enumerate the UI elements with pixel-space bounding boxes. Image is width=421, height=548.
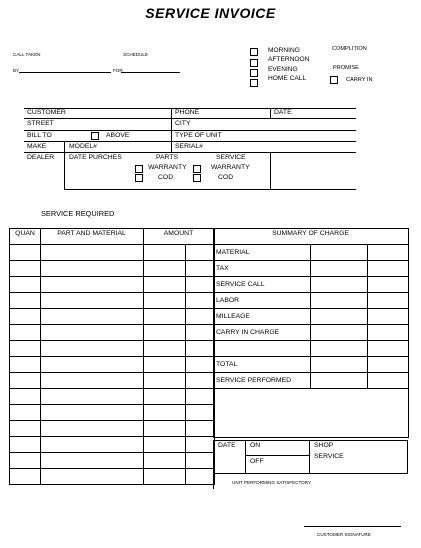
shop-service-label: SERVICE	[314, 453, 344, 460]
model-label: MODEL#	[69, 143, 97, 150]
customer-signature-label: CUSTOMER SIGNATURE	[317, 532, 371, 537]
afternoon-checkbox[interactable]	[250, 59, 258, 67]
part-material-header: PART AND MATERIAL	[57, 230, 126, 237]
carry-in-label: CARRY IN	[346, 77, 373, 83]
summary-row-labor: LABOR	[214, 293, 409, 309]
service-warranty-checkbox[interactable]	[193, 165, 201, 173]
summary-row-blank	[214, 341, 409, 357]
table-row	[10, 357, 215, 373]
summary-header: SUMMARY OF CHARGE	[272, 230, 349, 237]
on-label: ON	[250, 442, 261, 449]
type-of-unit-label: TYPE OF UNIT	[175, 132, 222, 139]
table-row	[10, 373, 215, 389]
table-row	[10, 277, 215, 293]
summary-row-total: TOTAL	[214, 357, 409, 373]
bill-to-above-checkbox[interactable]	[91, 132, 99, 140]
parts-cod-checkbox[interactable]	[135, 174, 143, 182]
table-row	[10, 421, 215, 437]
call-taken-label: CALL TAKEN	[13, 52, 41, 57]
signature-line[interactable]	[304, 526, 401, 527]
home-call-checkbox[interactable]	[250, 79, 258, 87]
completion-label: COMPLITION	[332, 46, 367, 52]
by-label: BY	[13, 68, 20, 73]
table-row	[10, 453, 215, 469]
service-warranty-label: WARRANTY	[211, 164, 250, 171]
service-cod-checkbox[interactable]	[193, 174, 201, 182]
by-field[interactable]	[19, 72, 111, 73]
customer-label: CUSTOMER	[27, 109, 66, 116]
for-label: FOR	[113, 68, 123, 73]
summary-row-material: MATERIAL	[214, 245, 409, 261]
table-row	[10, 341, 215, 357]
table-row	[10, 437, 215, 453]
table-header-row	[10, 229, 215, 245]
date-purches-label: DATE PURCHES	[69, 154, 122, 161]
service-cod-label: COD	[218, 174, 234, 181]
morning-checkbox[interactable]	[250, 48, 258, 56]
unit-performing-label: UNIT PERFORMING SATISFECTORY	[232, 480, 312, 485]
promise-label: PROMISE	[333, 65, 359, 71]
parts-label: PARTS	[156, 154, 179, 161]
evening-checkbox[interactable]	[250, 69, 258, 77]
summary-row-carry-in: CARRY IN CHARGE	[214, 325, 409, 341]
phone-label: PHONE	[175, 109, 200, 116]
bill-to-label: BILL TO	[27, 132, 52, 139]
service-required-label: SERVICE REQUIRED	[41, 209, 115, 218]
schedule-label: SCHEDULE	[123, 52, 149, 57]
quan-header: QUAN	[15, 230, 35, 237]
summary-row-service-performed: SERVICE PERFORMED	[214, 373, 409, 389]
service-label: SERVICE	[216, 154, 246, 161]
parts-cod-label: COD	[158, 174, 174, 181]
above-label: ABOVE	[106, 132, 130, 139]
page-title: SERVICE INVOICE	[145, 5, 276, 21]
parts-table	[9, 228, 215, 485]
table-row	[10, 245, 215, 261]
for-field[interactable]	[121, 72, 180, 73]
summary-row-milleage: MILLEAGE	[214, 309, 409, 325]
date-label: DATE	[274, 109, 292, 116]
date-on-label: DATE	[218, 442, 236, 449]
parts-warranty-label: WARRANTY	[148, 164, 187, 171]
table-row	[10, 293, 215, 309]
summary-row-tax: TAX	[214, 261, 409, 277]
shop-label: SHOP	[314, 442, 334, 449]
table-row	[10, 405, 215, 421]
amount-header: AMOUNT	[163, 230, 194, 237]
off-label: OFF	[250, 458, 264, 465]
street-label: STREET	[27, 120, 54, 127]
table-row	[10, 469, 215, 485]
morning-label: MORNING	[268, 47, 300, 54]
parts-warranty-checkbox[interactable]	[135, 165, 143, 173]
service-performed-notes	[214, 389, 409, 438]
table-row	[10, 325, 215, 341]
table-row	[10, 261, 215, 277]
serial-label: SERIAL#	[175, 143, 203, 150]
summary-row-service-call: SERVICE CALL	[214, 277, 409, 293]
make-label: MAKE	[27, 143, 47, 150]
summary-table	[213, 228, 409, 438]
afternoon-label: AFTERNOON	[268, 56, 310, 63]
table-row	[10, 309, 215, 325]
city-label: CITY	[175, 120, 191, 127]
carry-in-checkbox[interactable]	[330, 76, 338, 84]
home-call-label: HOME CALL	[268, 75, 307, 82]
dealer-label: DEALER	[27, 154, 55, 161]
table-row	[10, 389, 215, 405]
evening-label: EVENING	[268, 66, 298, 73]
